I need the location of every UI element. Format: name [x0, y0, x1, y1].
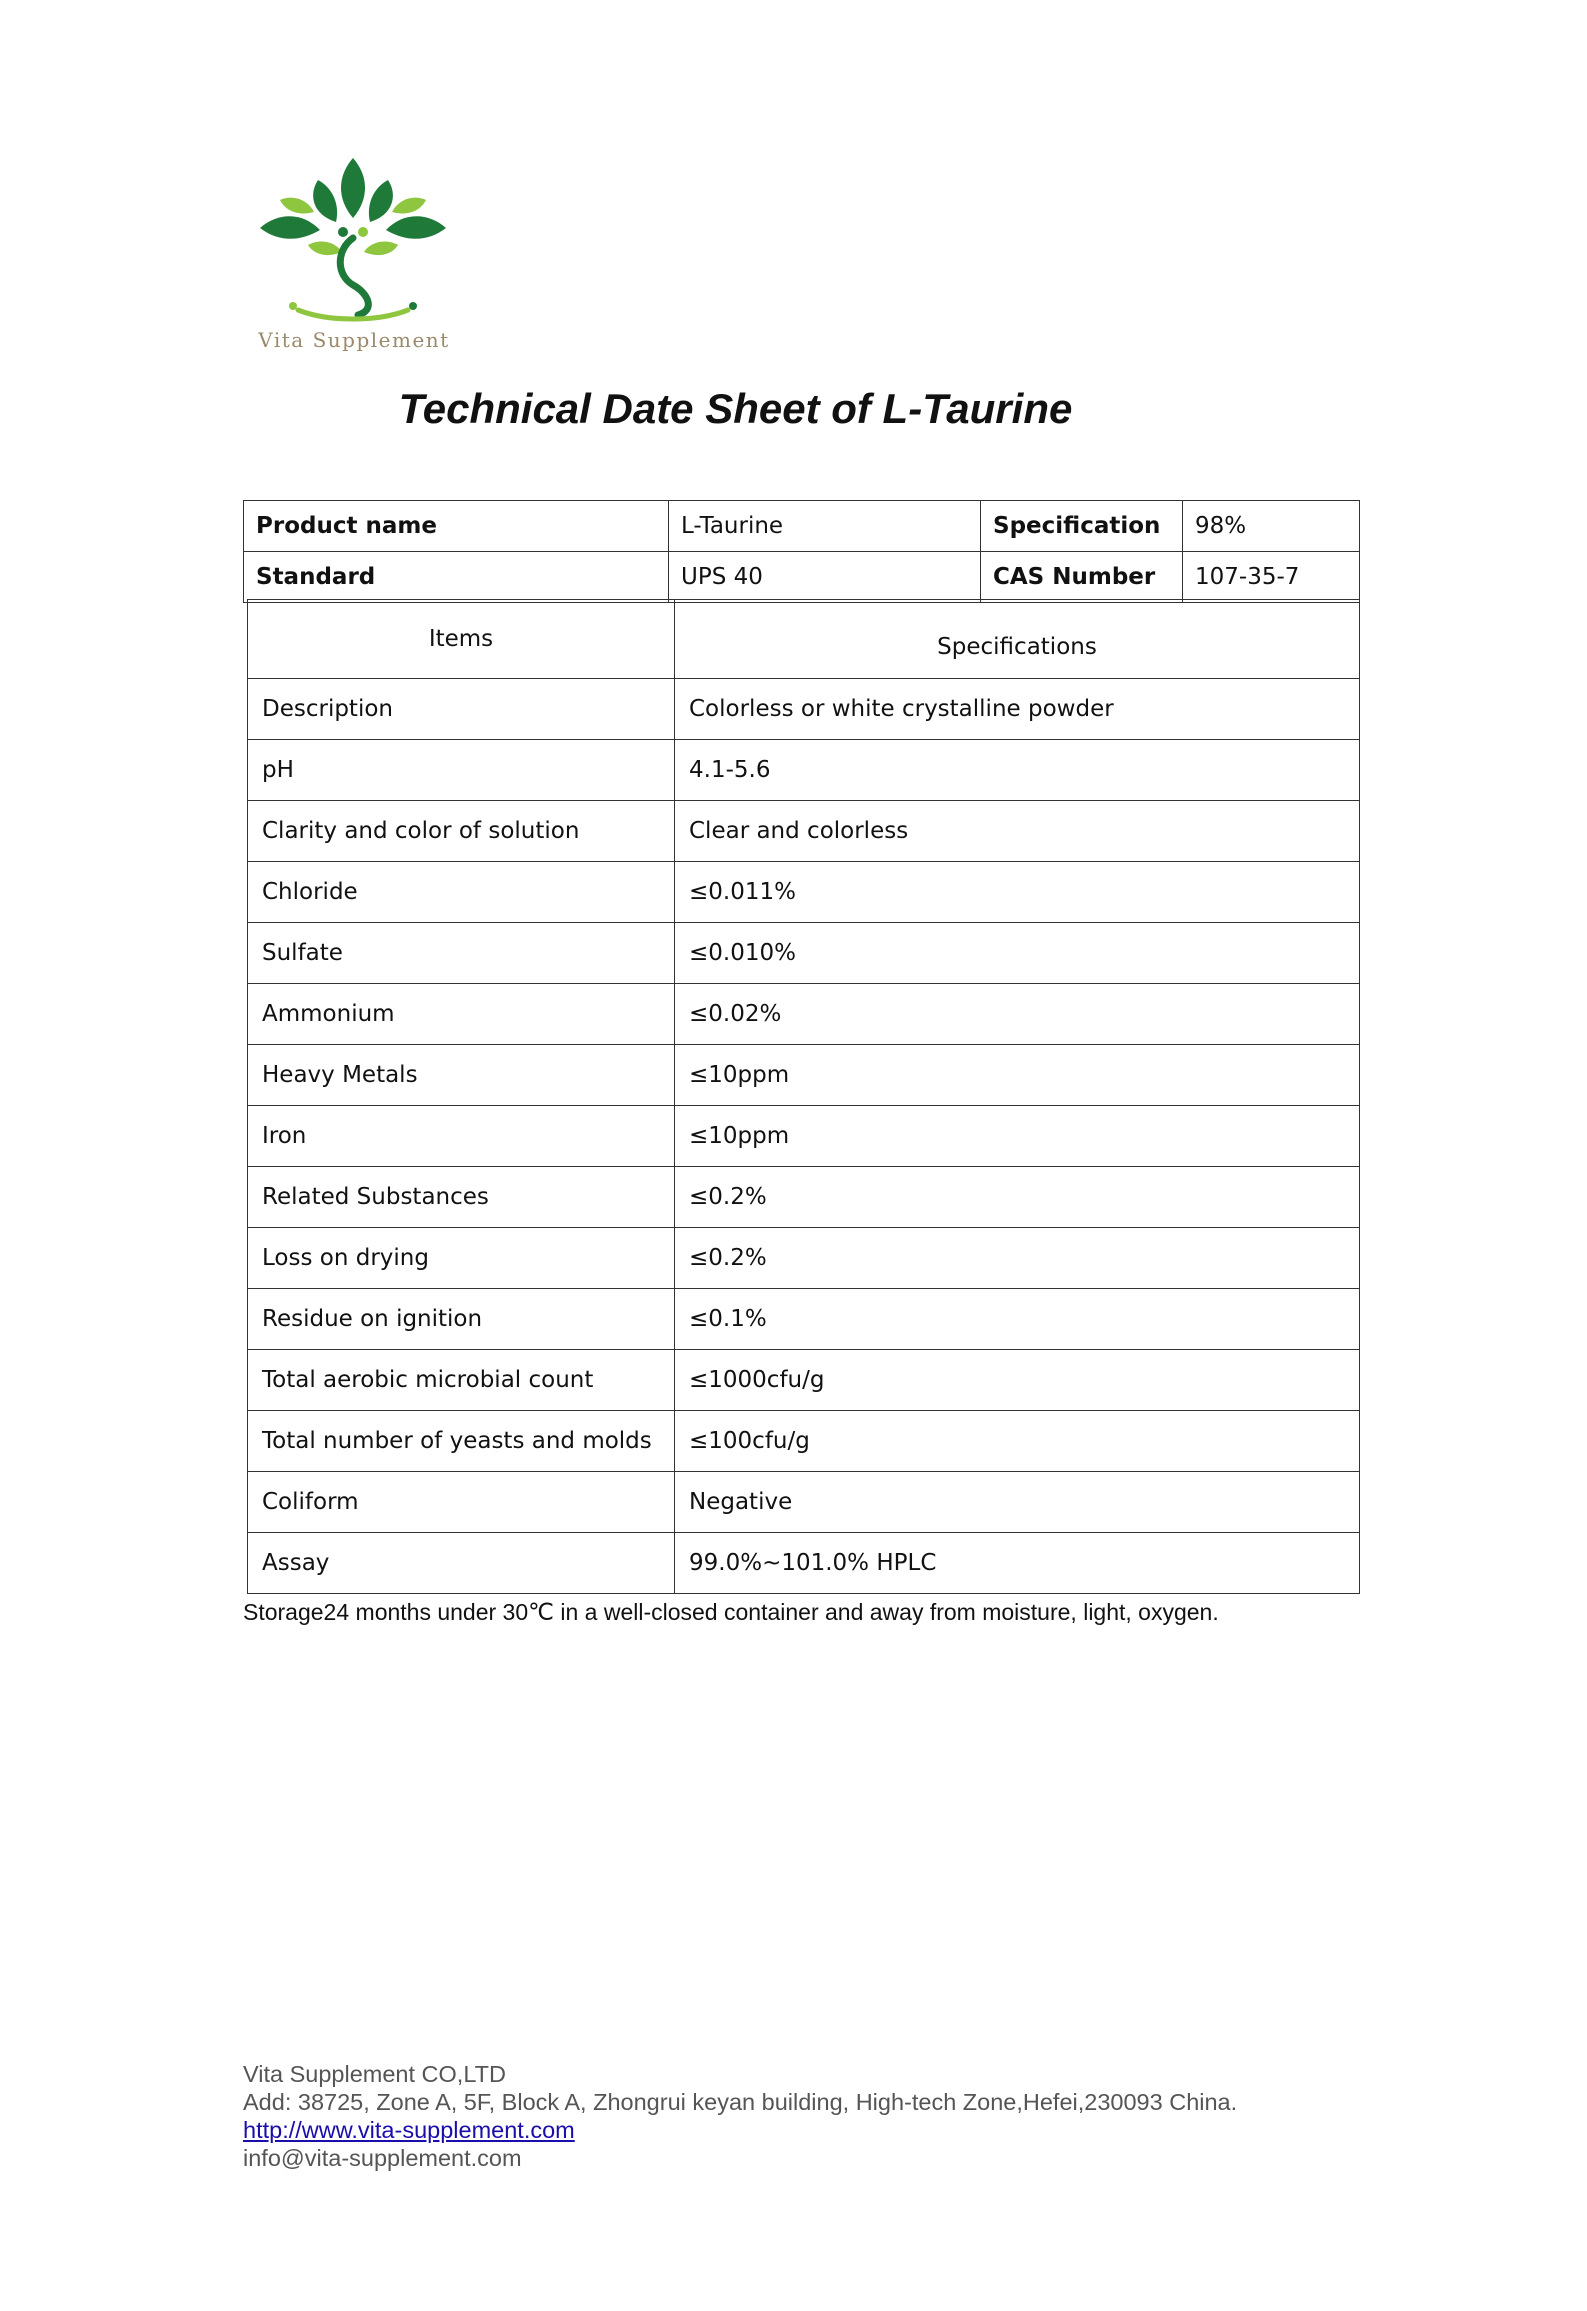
spec-cell: ≤100cfu/g — [675, 1411, 1360, 1472]
table-row — [248, 984, 1360, 1045]
spec-cell: ≤0.010% — [675, 923, 1360, 984]
cas-number-label: CAS Number — [981, 552, 1183, 603]
table-header-row — [248, 600, 1360, 679]
company-name: Vita Supplement CO,LTD — [243, 2061, 506, 2087]
spec-cell: ≤0.02% — [675, 984, 1360, 1045]
product-name-value: L-Taurine — [669, 501, 981, 552]
company-logo — [244, 150, 464, 370]
table-row — [248, 1411, 1360, 1472]
table-row — [248, 862, 1360, 923]
spec-cell: ≤0.011% — [675, 862, 1360, 923]
item-cell: Heavy Metals — [248, 1045, 675, 1106]
item-cell: Assay — [248, 1533, 675, 1594]
storage-note: Storage24 months under 30℃ in a well-closed container and away from moisture, light, oxygen. — [243, 1599, 1219, 1625]
company-footer — [243, 2060, 1237, 2172]
table-row — [248, 1106, 1360, 1167]
table-row — [248, 923, 1360, 984]
table-row — [248, 1350, 1360, 1411]
header-row — [244, 501, 1360, 552]
item-cell: Description — [248, 679, 675, 740]
logo-text: Vita Supplement — [258, 328, 450, 352]
item-cell: Residue on ignition — [248, 1289, 675, 1350]
website-link[interactable]: http://www.vita-supplement.com — [243, 2117, 575, 2143]
product-header-table — [243, 500, 1360, 603]
item-cell: Iron — [248, 1106, 675, 1167]
spec-cell: 99.0%~101.0% HPLC — [675, 1533, 1360, 1594]
company-email: info@vita-supplement.com — [243, 2145, 522, 2171]
item-cell: Sulfate — [248, 923, 675, 984]
spec-cell: ≤10ppm — [675, 1045, 1360, 1106]
item-cell: Ammonium — [248, 984, 675, 1045]
table-row — [248, 1472, 1360, 1533]
table-row — [248, 1228, 1360, 1289]
item-cell: Related Substances — [248, 1167, 675, 1228]
table-row — [248, 1289, 1360, 1350]
item-cell: Chloride — [248, 862, 675, 923]
column-header-items: Items — [248, 600, 675, 679]
header-row — [244, 552, 1360, 603]
spec-cell: 4.1-5.6 — [675, 740, 1360, 801]
spec-cell: ≤0.1% — [675, 1289, 1360, 1350]
item-cell: Total aerobic microbial count — [248, 1350, 675, 1411]
title-text: Technical Date Sheet of L-Taurine — [398, 385, 1073, 432]
standard-label: Standard — [244, 552, 669, 603]
spec-cell: ≤1000cfu/g — [675, 1350, 1360, 1411]
cas-number-value: 107-35-7 — [1183, 552, 1360, 603]
product-name-label: Product name — [244, 501, 669, 552]
item-cell: Coliform — [248, 1472, 675, 1533]
table-row — [248, 1167, 1360, 1228]
specification-table — [247, 599, 1360, 1594]
spec-cell: Negative — [675, 1472, 1360, 1533]
column-header-specifications: Specifications — [675, 600, 1360, 679]
table-row — [248, 801, 1360, 862]
specification-label: Specification — [981, 501, 1183, 552]
spec-cell: Colorless or white crystalline powder — [675, 679, 1360, 740]
table-row — [248, 679, 1360, 740]
item-cell: pH — [248, 740, 675, 801]
item-cell: Clarity and color of solution — [248, 801, 675, 862]
table-row — [248, 1045, 1360, 1106]
spec-cell: ≤0.2% — [675, 1167, 1360, 1228]
leaf-tree-icon — [258, 150, 448, 325]
item-cell: Total number of yeasts and molds — [248, 1411, 675, 1472]
item-cell: Loss on drying — [248, 1228, 675, 1289]
standard-value: UPS 40 — [669, 552, 981, 603]
specification-value: 98% — [1183, 501, 1360, 552]
spec-cell: ≤10ppm — [675, 1106, 1360, 1167]
page-title — [0, 385, 1587, 433]
company-address: Add: 38725, Zone A, 5F, Block A, Zhongrui keyan building, High-tech Zone,Hefei,230093 China. — [243, 2089, 1238, 2115]
table-row — [248, 740, 1360, 801]
spec-cell: Clear and colorless — [675, 801, 1360, 862]
table-row — [248, 1533, 1360, 1594]
spec-cell: ≤0.2% — [675, 1228, 1360, 1289]
